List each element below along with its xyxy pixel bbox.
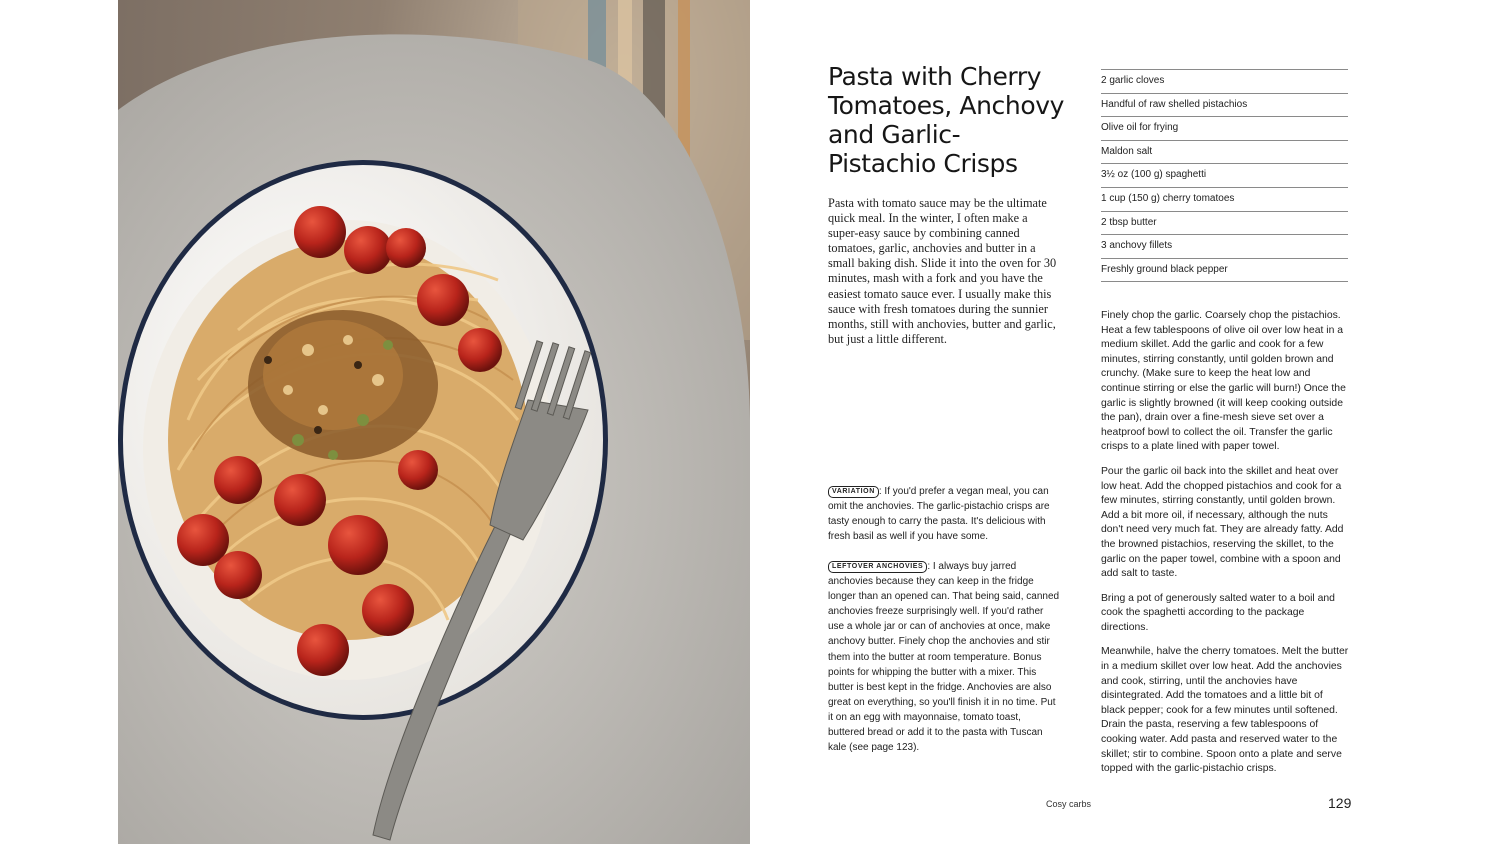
garlic-pistachio-crisps (248, 310, 438, 460)
section-running-head: Cosy carbs (1046, 799, 1092, 809)
variation-text: : If you'd prefer a vegan meal, you can omit the anchovies. The garlic-pistachio crisps are tasty enough to carry the pasta. It's delicious with fresh basil as well if you have some. (828, 486, 1050, 543)
method-step: Meanwhile, halve the cherry tomatoes. Melt the butter in a medium skillet over low heat. Add the anchovies and cook, stirring, until the anchovies have disintegrated. Add the tomatoes and a little bit of black pepper; cook for a few minutes until softened. Drain the pasta, reserving a few tablespoons of cooking water. Add pasta and reserved water to the skillet; stir to combine. Spoon onto a plate and serve topped with the garlic-pistachio crisps. (1101, 646, 1349, 775)
page-number: 129 (1328, 795, 1352, 811)
method-steps (1101, 309, 1349, 787)
ingredient-item: Olive oil for frying (1101, 117, 1348, 141)
leftover-anchovies-tag: LEFTOVER ANCHOVIES (828, 561, 927, 573)
leftover-anchovies-note (828, 559, 1060, 755)
variation-note (828, 484, 1060, 544)
recipe-title: Pasta with Cherry Tomatoes, Anchovy and Garlic-Pistachio Crisps (828, 62, 1065, 178)
ingredient-list (1101, 69, 1348, 282)
ingredient-item: 1 cup (150 g) cherry tomatoes (1101, 188, 1348, 212)
method-step: Pour the garlic oil back into the skillet and heat over low heat. Add the chopped pistachios and cook for a few minutes, stirring constantly, until golden brown. Add a bit more oil, if necessary, although the nuts don't need very much fat. They are already fatty. Add the browned pistachios, reserving the skillet, to the garlic on the paper towel, combine with a spoon and add salt to taste. (1101, 465, 1344, 580)
ingredient-item: 3½ oz (100 g) spaghetti (1101, 164, 1348, 188)
ingredient-item: 2 garlic cloves (1101, 70, 1348, 94)
ingredient-item: 2 tbsp butter (1101, 212, 1348, 236)
method-step: Finely chop the garlic. Coarsely chop the pistachios. Heat a few tablespoons of olive oil over low heat in a medium skillet. Add the garlic and cook for a few minutes, stirring constantly, until golden brown and crunchy. (Make sure to keep the heat low and continue stirring or else the garlic will burn!) Once the garlic is slightly browned (it will keep cooking outside the pan), drain over a fine-mesh sieve set over a heatproof bowl to collect the oil. Transfer the garlic crisps to a plate lined with paper towel. (1101, 310, 1346, 453)
ingredient-item: Handful of raw shelled pistachios (1101, 94, 1348, 118)
pasta-plate-illustration (118, 0, 750, 844)
ingredient-item: Freshly ground black pepper (1101, 259, 1348, 283)
recipe-photo (118, 0, 750, 844)
leftover-anchovies-text: : I always buy jarred anchovies because they can keep in the fridge longer than an opened can. That being said, canned anchovies freeze surprisingly well. If you'd rather use a whole jar or can of anchovies at once, make anchovy butter. Finely chop the anchovies and stir them into the butter at room temperature. Bonus points for whipping the butter with a mixer. This butter is best kept in the fridge. Anchovies are also great on everything, so you'll finish it in no time. Put it on an egg with mayonnaise, tomato toast, buttered bread or add it to the pasta with Tuscan kale (see page 123). (828, 561, 1060, 754)
ingredient-item: 3 anchovy fillets (1101, 235, 1348, 259)
variation-tag: VARIATION (828, 486, 879, 498)
recipe-intro: Pasta with tomato sauce may be the ultimate quick meal. In the winter, I often make a super-easy sauce by combining canned tomatoes, garlic, anchovies and butter in a small baking dish. Slide it into the oven for 30 minutes, mash with a fork and you have the easiest tomato sauce ever. I usually make this sauce with fresh tomatoes during the sunnier months, still with anchovies, butter and garlic, but just a little different. (828, 196, 1057, 346)
method-step: Bring a pot of generously salted water to a boil and cook the spaghetti according to the package directions. (1101, 592, 1335, 633)
ingredient-item: Maldon salt (1101, 141, 1348, 165)
